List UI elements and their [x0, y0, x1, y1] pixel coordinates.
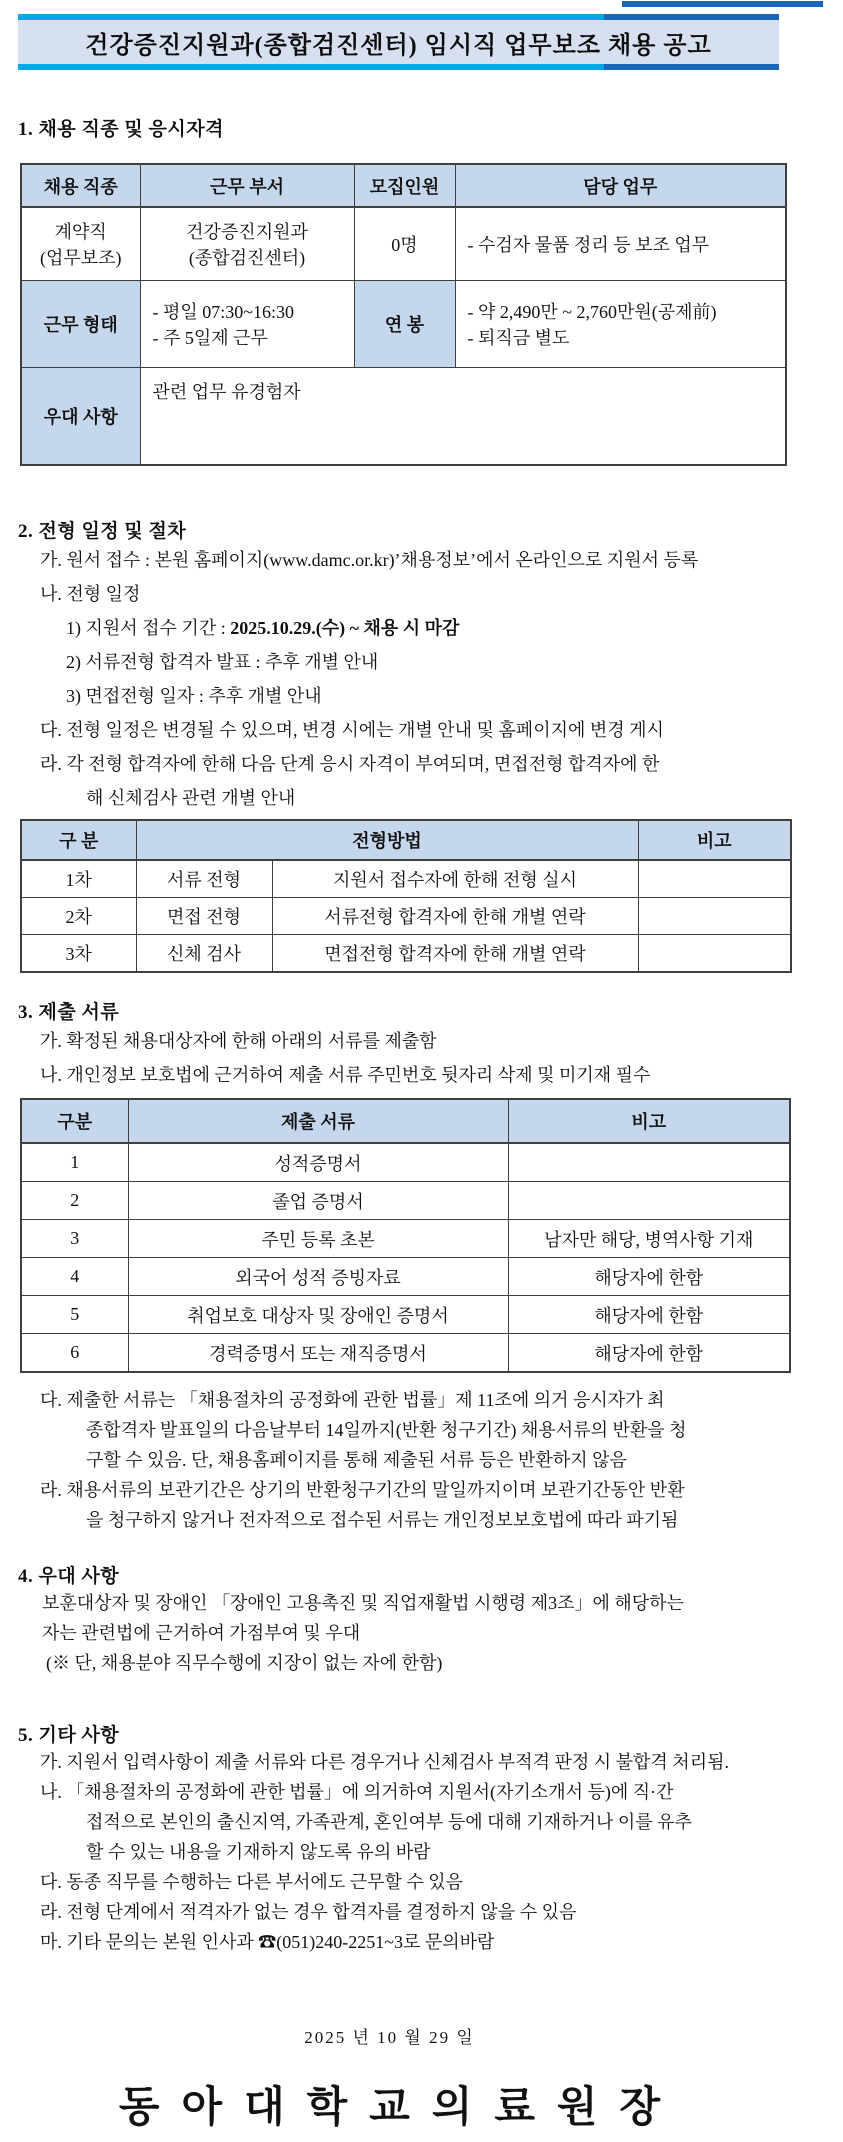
table-row: [21, 1258, 790, 1296]
section5-body: [0, 1747, 843, 1957]
table-header-row: [21, 820, 791, 860]
paragraph-line: 나. 「채용절차의 공정화에 관한 법률」에 의거하여 지원서(자기소개서 등)에 직·간: [40, 1782, 674, 1802]
title-banner: [18, 14, 779, 70]
recruit-info-table: [20, 163, 787, 466]
section2-heading: 2. 전형 일정 및 절차: [18, 521, 187, 542]
work-type-label: 근무 형태: [21, 281, 140, 368]
section4-heading: 4. 우대 사항: [18, 1566, 120, 1587]
paragraph-line: 2) 서류전형 합격자 발표 : 추후 개별 안내: [66, 652, 379, 672]
work-hours-line: - 평일 07:30~16:30: [152, 302, 295, 322]
paragraph-line: 보훈대상자 및 장애인 「장애인 고용촉진 및 직업재활법 시행령 제3조」에 해당하는: [42, 1593, 684, 1613]
detail-cell: 지원서 접수자에 한해 전형 실시: [272, 860, 638, 898]
detail-cell: 면접전형 합격자에 한해 개별 연락: [272, 935, 638, 973]
telephone-icon: ☎: [258, 1932, 277, 1952]
work-type-cell: [140, 281, 354, 368]
table-header-row: [21, 1099, 790, 1143]
doc-number-cell: 2: [21, 1182, 128, 1220]
doc-number-cell: 5: [21, 1296, 128, 1334]
note-cell: [638, 860, 791, 898]
paragraph-line: 나. 개인정보 보호법에 근거하여 제출 서류 주민번호 뒷자리 삭제 및 미기재 필수: [40, 1065, 651, 1085]
section1-heading: 1. 채용 직종 및 응시자격: [18, 119, 224, 140]
paragraph-line: 라. 각 전형 합격자에 한해 다음 단계 응시 자격이 부여되며, 면접전형 합격자에 한: [40, 754, 660, 774]
salary-cell: [455, 281, 786, 368]
doc-number-cell: 1: [21, 1143, 128, 1182]
header-cell: 구 분: [21, 820, 136, 860]
schedule-label: 1) 지원서 접수 기간 :: [66, 618, 231, 638]
section3-notes: [0, 1385, 843, 1535]
table-row: [21, 898, 791, 935]
paragraph-line: 가. 지원서 입력사항이 제출 서류와 다른 경우거나 신체검사 부적격 판정 시 불합격 처리됨.: [40, 1752, 729, 1772]
table-row: [21, 1296, 790, 1334]
detail-cell: 서류전형 합격자에 한해 개별 연락: [272, 898, 638, 935]
paragraph-line: 라. 전형 단계에서 적격자가 없는 경우 합격자를 결정하지 않을 수 있음: [40, 1902, 577, 1922]
table-row: [21, 281, 786, 368]
header-cell: 비고: [638, 820, 791, 860]
stage-cell: 1차: [21, 860, 136, 898]
header-cell: 근무 부서: [140, 164, 354, 207]
header-cell: 구분: [21, 1099, 128, 1143]
note-cell: [638, 898, 791, 935]
issuer-signature: 동아대학교의료원장: [118, 2085, 683, 2131]
table-header-row: [21, 164, 786, 207]
table-row: [21, 935, 791, 973]
doc-note-cell: 남자만 해당, 병역사항 기재: [508, 1220, 790, 1258]
application-period: 2025.10.29.(수) ~ 채용 시 마감: [230, 618, 460, 638]
header-cell: 담당 업무: [455, 164, 786, 207]
section5-heading: 5. 기타 사항: [18, 1725, 120, 1746]
doc-note-cell: 해당자에 한함: [508, 1258, 790, 1296]
section3-heading: 3. 제출 서류: [18, 1002, 120, 1023]
doc-note-cell: 해당자에 한함: [508, 1334, 790, 1373]
header-cell: 비고: [508, 1099, 790, 1143]
salary-label: 연 봉: [354, 281, 455, 368]
paragraph-line: 3) 면접전형 일자 : 추후 개별 안내: [66, 686, 322, 706]
doc-name-cell: 외국어 성적 증빙자료: [128, 1258, 508, 1296]
title-bottom-border: [18, 64, 779, 70]
section2-body: [0, 543, 843, 815]
paragraph-line: 구할 수 있음. 단, 채용홈페이지를 통해 제출된 서류 등은 반환하지 않음: [86, 1450, 627, 1470]
doc-name-cell: 취업보호 대상자 및 장애인 증명서: [128, 1296, 508, 1334]
section4-body: [0, 1588, 843, 1678]
paragraph-line: [0, 611, 843, 645]
paragraph-line: 라. 채용서류의 보관기간은 상기의 반환청구기간의 말일까지이며 보관기간동안 반환: [40, 1480, 685, 1500]
header-cell: 제출 서류: [128, 1099, 508, 1143]
paragraph-line: 접적으로 본인의 출신지역, 가족관계, 혼인여부 등에 대해 기재하거나 이를 유추: [86, 1812, 692, 1832]
method-cell: 신체 검사: [136, 935, 272, 973]
doc-number-cell: 3: [21, 1220, 128, 1258]
salary-line2: - 퇴직금 별도: [467, 328, 570, 348]
salary-line1: - 약 2,490만 ~ 2,760만원(공제前): [467, 302, 717, 322]
stage-cell: 3차: [21, 935, 136, 973]
table-row: [21, 1334, 790, 1373]
method-cell: 서류 전형: [136, 860, 272, 898]
section3-body: [0, 1024, 843, 1092]
department-line2: (종합검진센터): [188, 248, 306, 268]
page-title: 건강증진지원과(종합검진센터) 임시직 업무보조 채용 공고: [18, 20, 779, 64]
method-cell: 면접 전형: [136, 898, 272, 935]
paragraph-line: 할 수 있는 내용을 기재하지 않도록 유의 바람: [86, 1842, 431, 1862]
doc-name-cell: 주민 등록 초본: [128, 1220, 508, 1258]
table-row: [21, 368, 786, 466]
doc-name-cell: 성적증명서: [128, 1143, 508, 1182]
paragraph-line: 자는 관련법에 근거하여 가점부여 및 우대: [42, 1623, 361, 1643]
work-days-line: - 주 5일제 근무: [152, 328, 268, 348]
job-type-line1: 계약직: [54, 222, 107, 242]
contact-phone-number: (051)240-2251~3로 문의바람: [276, 1932, 495, 1952]
paragraph-line: 가. 원서 접수 : 본원 홈페이지(www.damc.or.kr)’채용정보’에서 온라인으로 지원서 등록: [40, 550, 699, 570]
stage-cell: 2차: [21, 898, 136, 935]
preference-cell: 관련 업무 유경험자: [140, 368, 786, 466]
department-line1: 건강증진지원과: [186, 222, 308, 242]
table-row: [21, 1220, 790, 1258]
duty-cell: - 수검자 물품 정리 등 보조 업무: [455, 207, 786, 281]
doc-number-cell: 6: [21, 1334, 128, 1373]
header-cell: 채용 직종: [21, 164, 140, 207]
paragraph-line: 다. 동종 직무를 수행하는 다른 부서에도 근무할 수 있음: [40, 1872, 464, 1892]
selection-process-table: [20, 819, 792, 973]
paragraph-line: 종합격자 발표일의 다음날부터 14일까지(반환 청구기간) 채용서류의 반환을 청: [86, 1420, 687, 1440]
doc-name-cell: 경력증명서 또는 재직증명서: [128, 1334, 508, 1373]
paragraph-line: 을 청구하지 않거나 전자적으로 접수된 서류는 개인정보보호법에 따라 파기됨: [86, 1510, 679, 1530]
paragraph-line: 다. 전형 일정은 변경될 수 있으며, 변경 시에는 개별 안내 및 홈페이지에 변경 게시: [40, 720, 664, 740]
doc-name-cell: 졸업 증명서: [128, 1182, 508, 1220]
paragraph-line: 다. 제출한 서류는 「채용절차의 공정화에 관한 법률」제 11조에 의거 응시자가 최: [40, 1390, 665, 1410]
documents-table: [20, 1098, 791, 1373]
paragraph-line: [0, 1927, 843, 1957]
doc-number-cell: 4: [21, 1258, 128, 1296]
table-row: [21, 1182, 790, 1220]
top-accent-bar: [622, 1, 823, 7]
header-cell: 전형방법: [136, 820, 638, 860]
note-cell: [638, 935, 791, 973]
table-row: [21, 1143, 790, 1182]
paragraph-line: 가. 확정된 채용대상자에 한해 아래의 서류를 제출함: [40, 1031, 437, 1051]
paragraph-line: 나. 전형 일정: [40, 584, 141, 604]
job-type-cell: [21, 207, 140, 281]
issue-date: 2025 년 10 월 29 일: [304, 2028, 475, 2047]
paragraph-line: 해 신체검사 관련 개별 안내: [86, 788, 296, 808]
paragraph-line: (※ 단, 채용분야 직무수행에 지장이 없는 자에 한함): [46, 1653, 443, 1673]
department-cell: [140, 207, 354, 281]
doc-note-cell: [508, 1143, 790, 1182]
table-row: [21, 860, 791, 898]
doc-note-cell: [508, 1182, 790, 1220]
contact-text: 마. 기타 문의는 본원 인사과: [40, 1932, 259, 1952]
preference-label: 우대 사항: [21, 368, 140, 466]
doc-note-cell: 해당자에 한함: [508, 1296, 790, 1334]
header-cell: 모집인원: [354, 164, 455, 207]
job-type-line2: (업무보조): [39, 248, 122, 268]
headcount-cell: 0명: [354, 207, 455, 281]
table-row: [21, 207, 786, 281]
